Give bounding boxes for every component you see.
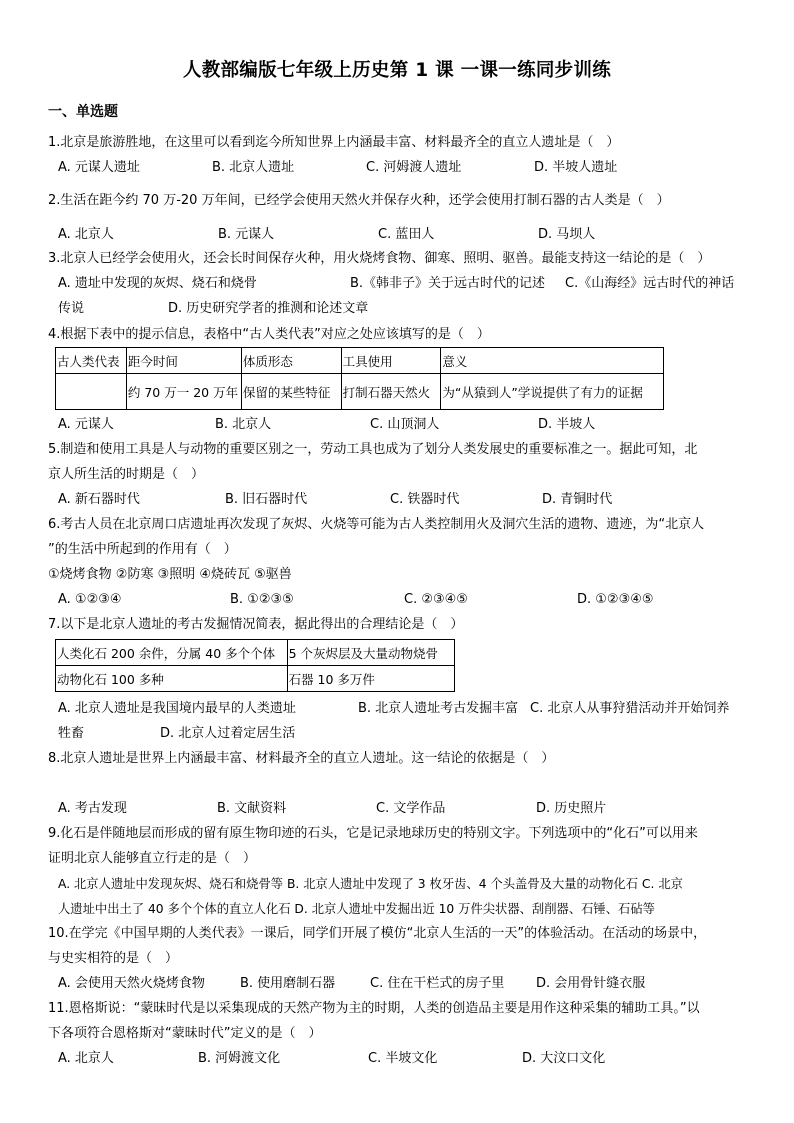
q4-cell: 保留的某些特征	[241, 374, 341, 410]
q4-header-cell: 意义	[441, 348, 664, 374]
q7-option-c: C. 北京人从事狩猎活动并开始饲养	[530, 701, 730, 716]
q11-option-d: D. 大汶口文化	[522, 1051, 606, 1066]
question-11-stem-cont: 下各项符合恩格斯对“蒙昧时代”定义的是（ ）	[48, 1026, 322, 1041]
q4-header-cell: 工具使用	[341, 348, 441, 374]
q8-option-d: D. 历史照片	[536, 801, 607, 816]
q4-table-header-row	[56, 348, 664, 374]
q8-option-c: C. 文学作品	[376, 801, 446, 816]
q11-option-c: C. 半坡文化	[368, 1051, 438, 1066]
q8-option-a: A. 考古发现	[58, 801, 127, 816]
q6-option-c: C. ②③④⑤	[404, 592, 468, 607]
question-5-stem: 5.制造和使用工具是人与动物的重要区别之一，劳动工具也成为了划分人类发展史的重要标准之一。据此可知，北	[48, 442, 698, 457]
q6-items: ①烧烤食物 ②防寒 ③照明 ④烧砖瓦 ⑤驱兽	[48, 567, 292, 582]
q6-option-b: B. ①②③⑤	[230, 592, 294, 607]
q10-option-b: B. 使用磨制石器	[240, 976, 336, 991]
q2-option-a: A. 北京人	[58, 227, 114, 242]
q9-options-line-2: 人遗址中出土了 40 多个个体的直立人化石 D. 北京人遗址中发掘出近 10 万件尖状器、刮削器、石锤、石砧等	[58, 902, 655, 916]
q4-cell: 打制石器天然火	[341, 374, 441, 410]
question-8-stem: 8.北京人遗址是世界上内涵最丰富、材料最齐全的直立人遗址。这一结论的依据是（ ）	[48, 751, 555, 766]
question-6-stem: 6.考古人员在北京周口店遗址再次发现了灰烬、火烧等可能为古人类控制用火及洞穴生活的遗物、遗迹，为“北京人	[48, 517, 705, 532]
q3-option-a: A. 遗址中发现的灰烬、烧石和烧骨	[58, 276, 257, 291]
question-3-stem: 3.北京人已经学会使用火，还会长时间保存火种，用火烧烤食物、御寒、照明、驱兽。最能支持这一结论的是（ ）	[48, 251, 711, 266]
q4-table	[55, 347, 664, 410]
section-heading: 一、单选题	[48, 104, 118, 120]
q1-option-b: B. 北京人遗址	[212, 160, 295, 175]
q1-option-d: D. 半坡人遗址	[534, 160, 618, 175]
q7-table	[55, 639, 455, 692]
q11-option-b: B. 河姆渡文化	[198, 1051, 281, 1066]
q4-header-cell: 体质形态	[241, 348, 341, 374]
q11-option-a: A. 北京人	[58, 1051, 114, 1066]
q8-option-b: B. 文献资料	[217, 801, 287, 816]
page-title: 人教部编版七年级上历史第 1 课 一课一练同步训练	[182, 60, 612, 81]
q7-cell: 动物化石 100 多种	[56, 666, 288, 692]
question-10-stem: 10.在学完《中国早期的人类代表》一课后，同学们开展了模仿“北京人生活的一天”的体验活动。在活动的场景中，	[48, 926, 707, 941]
q4-cell: 约 70 万一 20 万年	[126, 374, 241, 410]
q6-option-d: D. ①②③④⑤	[577, 592, 654, 607]
q7-option-a: A. 北京人遗址是我国境内最早的人类遗址	[58, 701, 296, 716]
q4-option-c: C. 山顶洞人	[370, 417, 440, 432]
q7-cell: 人类化石 200 余件，分属 40 多个个体	[56, 640, 288, 666]
q2-option-c: C. 蓝田人	[378, 227, 435, 242]
question-11-stem: 11.恩格斯说：“蒙昧时代是以采集现成的天然产物为主的时期，人类的创造品主要是用作这种采集的辅助工具。”以	[48, 1001, 700, 1016]
q3-option-c-cont: 传说	[58, 301, 85, 316]
q6-option-a: A. ①②③④	[58, 592, 122, 607]
q7-option-d: D. 北京人过着定居生活	[160, 726, 296, 741]
q4-cell-blank	[56, 374, 127, 410]
q1-option-a: A. 元谋人遗址	[58, 160, 140, 175]
q7-table-row	[56, 666, 455, 692]
q3-option-d: D. 历史研究学者的推测和论述文章	[168, 301, 369, 316]
q7-option-c-cont: 牲畜	[58, 726, 85, 741]
q7-cell: 石器 10 多万件	[287, 666, 454, 692]
q7-cell: 5 个灰烬层及大量动物烧骨	[287, 640, 454, 666]
q5-option-b: B. 旧石器时代	[225, 492, 308, 507]
question-2-stem: 2.生活在距今约 70 万-20 万年间，已经学会使用天然火并保存火种，还学会使用打制石器的古人类是（ ）	[48, 193, 670, 208]
q10-option-d: D. 会用骨针缝衣服	[536, 976, 646, 991]
question-9-stem: 9.化石是伴随地层而形成的留有原生物印迹的石头，它是记录地球历史的特别文字。下列选项中的“化石”可以用来	[48, 826, 698, 841]
q4-option-b: B. 北京人	[215, 417, 272, 432]
question-9-stem-cont: 证明北京人能够直立行走的是（ ）	[48, 851, 257, 866]
q2-option-b: B. 元谋人	[218, 227, 275, 242]
question-4-stem: 4.根据下表中的提示信息，表格中“古人类代表”对应之处应该填写的是（ ）	[48, 327, 490, 342]
question-6-stem-cont: ”的生活中所起到的作用有（ ）	[48, 542, 237, 557]
q4-table-row	[56, 374, 664, 410]
q1-option-c: C. 河姆渡人遗址	[366, 160, 462, 175]
question-7-stem: 7.以下是北京人遗址的考古发掘情况简表，据此得出的合理结论是（ ）	[48, 617, 464, 632]
q4-header-cell: 距今时间	[126, 348, 241, 374]
q4-option-d: D. 半坡人	[538, 417, 596, 432]
q10-option-a: A. 会使用天然火烧烤食物	[58, 976, 205, 991]
q2-option-d: D. 马坝人	[538, 227, 596, 242]
question-5-stem-cont: 京人所生活的时期是（ ）	[48, 467, 205, 482]
q5-option-c: C. 铁器时代	[390, 492, 460, 507]
q4-option-a: A. 元谋人	[58, 417, 114, 432]
q3-option-c: C.《山海经》远古时代的神话	[565, 276, 735, 291]
question-1-stem: 1.北京是旅游胜地，在这里可以看到迄今所知世界上内涵最丰富、材料最齐全的直立人遗址是（ ）	[48, 135, 620, 150]
q5-option-a: A. 新石器时代	[58, 492, 140, 507]
q7-table-row	[56, 640, 455, 666]
q4-cell: 为“从猿到人”学说提供了有力的证据	[441, 374, 664, 410]
q4-header-cell: 古人类代表	[56, 348, 127, 374]
q9-options-line-1: A. 北京人遗址中发现灰烬、烧石和烧骨等 B. 北京人遗址中发现了 3 枚牙齿、4 个头盖骨及大量的动物化石 C. 北京	[58, 877, 683, 891]
q3-option-b: B.《韩非子》关于远古时代的记述	[350, 276, 546, 291]
q7-option-b: B. 北京人遗址考古发掘丰富	[358, 701, 519, 716]
q10-option-c: C. 住在干栏式的房子里	[370, 976, 505, 991]
q5-option-d: D. 青铜时代	[542, 492, 613, 507]
question-10-stem-cont: 与史实相符的是（ ）	[48, 951, 179, 966]
